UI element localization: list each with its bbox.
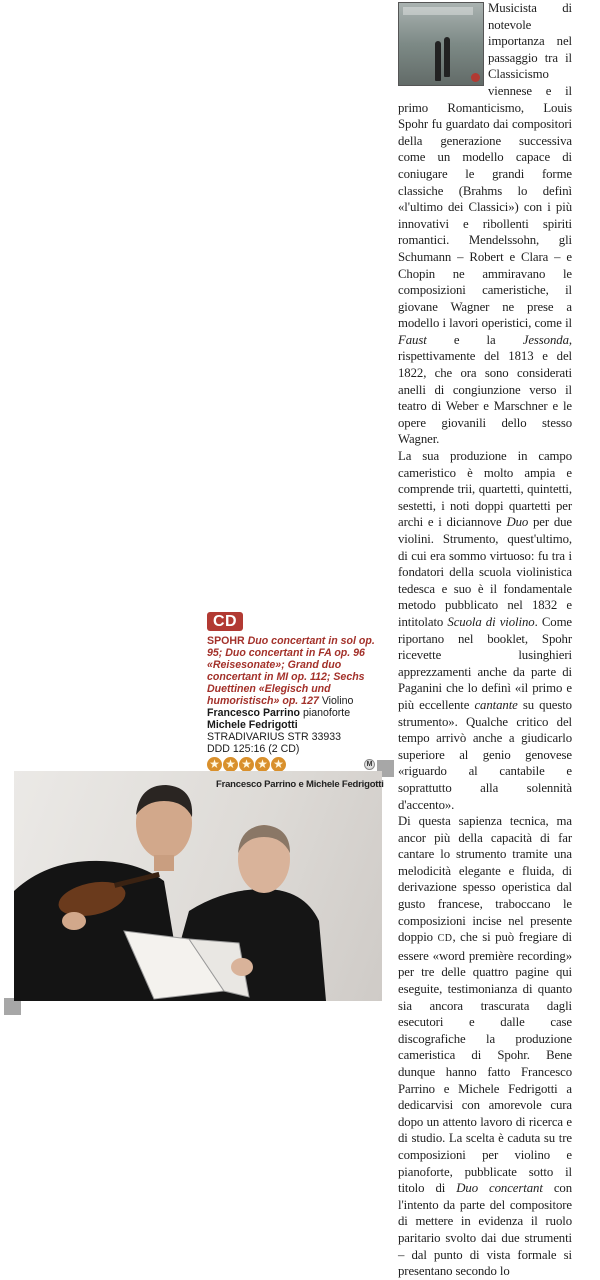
instrument-violin: Violino: [321, 695, 354, 707]
italic-title: Scuola di violino: [447, 614, 535, 629]
cover-float-space: [398, 0, 488, 86]
text-run: , rispettivamente del 1813 e del 1822, che ora sono considerati anelli di congiunzione verso il teatro di Weber e Marschner e le opere giovanili dello stesso Wagner.: [398, 332, 572, 447]
article-paragraph-3: [398, 813, 572, 1280]
cd-badge: CD: [207, 612, 243, 631]
small-caps-cd: CD: [437, 933, 453, 945]
record-label: STRADIVARIUS STR 33933: [207, 731, 342, 743]
star-icon: ★: [207, 757, 222, 772]
instrument-piano: pianoforte: [302, 707, 351, 719]
italic-title: Duo: [506, 515, 529, 530]
photo-illustration: [14, 771, 382, 1001]
violinist-neck: [154, 855, 174, 871]
italic-word: cantante: [474, 697, 518, 712]
musicians-photo: [14, 771, 382, 1001]
m-rating-icon: M: [364, 759, 375, 770]
text-run: con l'intento da parte del compositore di mettere in evidenza il ruolo paritario svolto dai due strumenti – dal punto di vista formale si presentano secondo lo: [398, 1181, 573, 1279]
article-paragraph-2: [398, 448, 572, 813]
italic-title: Jessonda: [522, 332, 569, 347]
composer-name: SPOHR: [207, 635, 245, 647]
star-icon: ★: [223, 757, 238, 772]
star-rating: [207, 757, 385, 772]
cd-review-box: [207, 612, 385, 773]
star-icon: ★: [255, 757, 270, 772]
text-run: Musicista di notevole importanza nel passaggio tra il Classicismo viennese e il primo Romanticismo, Louis Spohr fu guardato dai compositori della generazione successiva come un modello capace di coniugare le grandi forme classiche (Brahms lo definì «l'ultimo dei Classici») con i più innovativi e ribollenti spiriti romantici. Mendelssohn, gli Schumann – Robert e Clara – e Chopin ne ammiravano le composizioni cameristiche, il giovane Wagner ne prese a modello i lavori operistici, come il: [398, 1, 572, 331]
performer-1: Francesco Parrino: [207, 707, 301, 719]
pianist-hand: [231, 958, 253, 976]
text-run: Di questa sapienza tecnica, ma ancor più della capacità di far cantare lo strumento tramite una melodicità elegante e fluida, di derivazione spesso operistica dal gusto francese, traboccano le composizioni incise nel presente doppio: [398, 814, 572, 945]
star-icon: ★: [271, 757, 286, 772]
violinist-hand: [62, 912, 86, 930]
text-run: , che si può fregiare di essere «word première recording» per tre delle quattro pagine qui eseguite, testimonianza di quanto sia ancora trascurata dagli esecutori e dalle case discografiche la produzione cameristica di Spohr. Bene dunque hanno fatto Francesco Parrino e Michele Fedrigotti a dedicarvisi con amorevole cura dopo un attento lavoro di ricerca e di studio. La scelta è caduta su tre composizioni per violino e pianoforte, pubblicate sotto il titolo di: [398, 930, 572, 1196]
article-body: [398, 0, 572, 1280]
review-details: [207, 635, 385, 755]
text-run: e la: [426, 332, 523, 347]
photo-caption: Francesco Parrino e Michele Fedrigotti: [216, 779, 384, 790]
star-icon: ★: [239, 757, 254, 772]
text-run: su questo strumento». Qualche critico del tempo arrivò anche a giudicarlo superiore al genio genovese «riguardo al cantabile e soprattutto alla solennità d'accento».: [398, 697, 572, 812]
record-format: DDD 125:16 (2 CD): [207, 743, 300, 755]
performer-2: Michele Fedrigotti: [207, 719, 298, 731]
text-run: . Come riportano nel booklet, Spohr ricevette lusinghieri apprezzamenti anche da parte di Paganini che lo definì «il primo e più eccellente: [398, 614, 572, 712]
italic-title: Faust: [398, 332, 427, 347]
text-run: per due violini. Strumento, quest'ultimo, di cui era sommo virtuoso: fu tra i fondatori della scuola violinistica tedesca e suo è il fondamentale metodo pubblicato nel 1832 e intitolato: [398, 515, 572, 629]
italic-title: Duo concertant: [456, 1181, 543, 1196]
works-list: Duo concertant in sol op. 95; Duo concertant in FA op. 96 «Reisesonate»; Grand duo concertant in MI op. 112; Sechs Duettinen «Elegisch und humoristisch» op. 127: [207, 635, 375, 707]
text-run: La sua produzione in campo cameristico è molto ampia e comprende trii, quartetti, quintetti, sestetti, i noti doppi quartetti per archi e i diciannove: [398, 449, 572, 530]
